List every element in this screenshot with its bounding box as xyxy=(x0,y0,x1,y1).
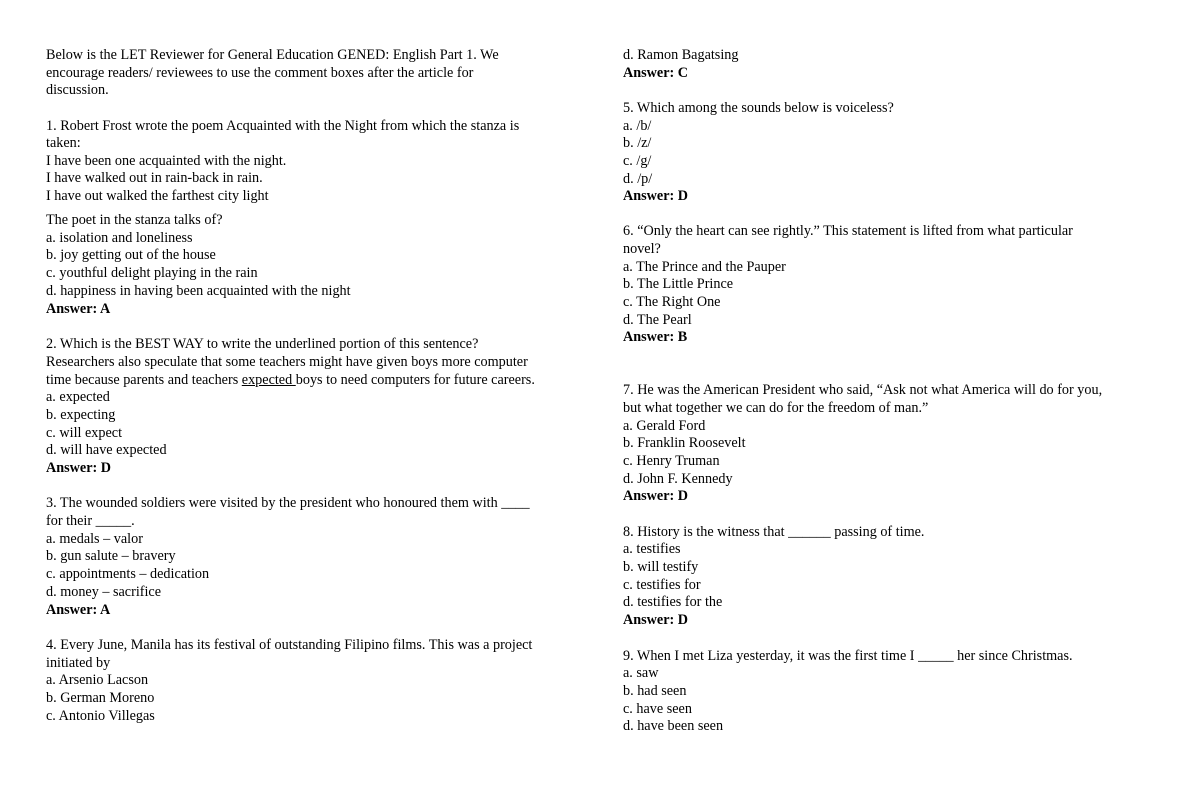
q2-line-3 xyxy=(46,372,535,390)
q5-option-b: b. /z/ xyxy=(623,135,652,151)
q2-option-b: b. expecting xyxy=(46,407,116,423)
q9-question: 9. When I met Liza yesterday, it was the first time I _____ her since Christmas. xyxy=(623,648,1073,664)
q2-line-3-post: boys to need computers for future careers. xyxy=(295,372,535,388)
q6-line-2: novel? xyxy=(623,241,661,257)
q9-option-a: a. saw xyxy=(623,665,659,681)
q2-line-2: Researchers also speculate that some teachers might have given boys more computer xyxy=(46,354,528,370)
q6-option-c: c. The Right One xyxy=(623,294,721,310)
q8-option-a: a. testifies xyxy=(623,541,681,557)
q8-option-b: b. will testify xyxy=(623,559,699,575)
q2-answer: Answer: D xyxy=(46,460,112,476)
q1-stanza-line-1: I have been one acquainted with the night. xyxy=(46,153,287,169)
q9-option-c: c. have seen xyxy=(623,701,692,717)
q3-line-1: 3. The wounded soldiers were visited by the president who honoured them with ____ xyxy=(46,495,530,511)
q4-option-b: b. German Moreno xyxy=(46,690,155,706)
q1-answer: Answer: A xyxy=(46,301,111,317)
q2-line-1: 2. Which is the BEST WAY to write the underlined portion of this sentence? xyxy=(46,336,479,352)
q7-answer: Answer: D xyxy=(623,488,689,504)
q2-underlined-word: expected xyxy=(241,372,296,388)
q4-option-d: d. Ramon Bagatsing xyxy=(623,47,739,63)
q8-option-d: d. testifies for the xyxy=(623,594,723,610)
q4-line-2: initiated by xyxy=(46,655,111,671)
q3-option-a: a. medals – valor xyxy=(46,531,143,547)
q3-option-d: d. money – sacrifice xyxy=(46,584,162,600)
q7-option-d: d. John F. Kennedy xyxy=(623,471,733,487)
q1-option-d: d. happiness in having been acquainted with the night xyxy=(46,283,351,299)
q6-option-d: d. The Pearl xyxy=(623,312,692,328)
q7-option-a: a. Gerald Ford xyxy=(623,418,706,434)
q1-option-c: c. youthful delight playing in the rain xyxy=(46,265,258,281)
q3-answer: Answer: A xyxy=(46,602,111,618)
q1-stem: The poet in the stanza talks of? xyxy=(46,212,223,228)
q1-stanza-line-2: I have walked out in rain-back in rain. xyxy=(46,170,263,186)
q6-option-b: b. The Little Prince xyxy=(623,276,734,292)
q9-option-d: d. have been seen xyxy=(623,718,724,734)
q7-option-c: c. Henry Truman xyxy=(623,453,720,469)
intro-line-1: Below is the LET Reviewer for General Education GENED: English Part 1. We xyxy=(46,47,499,63)
q7-line-1: 7. He was the American President who said, “Ask not what America will do for you, xyxy=(623,382,1103,398)
q5-option-c: c. /g/ xyxy=(623,153,652,169)
q8-question: 8. History is the witness that ______ passing of time. xyxy=(623,524,925,540)
q5-option-d: d. /p/ xyxy=(623,171,653,187)
intro-line-3: discussion. xyxy=(46,82,109,98)
q8-option-c: c. testifies for xyxy=(623,577,701,593)
intro-line-2: encourage readers/ reviewees to use the comment boxes after the article for xyxy=(46,65,474,81)
q7-line-2: but what together we can do for the freedom of man.” xyxy=(623,400,929,416)
q6-line-1: 6. “Only the heart can see rightly.” This statement is lifted from what particular xyxy=(623,223,1073,239)
q2-option-a: a. expected xyxy=(46,389,110,405)
q2-option-d: d. will have expected xyxy=(46,442,167,458)
q8-answer: Answer: D xyxy=(623,612,689,628)
q5-option-a: a. /b/ xyxy=(623,118,652,134)
q1-stanza-line-3: I have out walked the farthest city light xyxy=(46,188,269,204)
q1-option-b: b. joy getting out of the house xyxy=(46,247,216,263)
q2-option-c: c. will expect xyxy=(46,425,123,441)
q5-question: 5. Which among the sounds below is voiceless? xyxy=(623,100,894,116)
q3-line-2: for their _____. xyxy=(46,513,135,529)
q1-option-a: a. isolation and loneliness xyxy=(46,230,193,246)
q4-line-1: 4. Every June, Manila has its festival of outstanding Filipino films. This was a project xyxy=(46,637,533,653)
q6-answer: Answer: B xyxy=(623,329,688,345)
q9-option-b: b. had seen xyxy=(623,683,687,699)
q7-option-b: b. Franklin Roosevelt xyxy=(623,435,746,451)
q1-line-2: taken: xyxy=(46,135,81,151)
q4-option-a: a. Arsenio Lacson xyxy=(46,672,149,688)
q2-line-3-pre: time because parents and teachers xyxy=(46,372,242,388)
q6-option-a: a. The Prince and the Pauper xyxy=(623,259,786,275)
q3-option-b: b. gun salute – bravery xyxy=(46,548,176,564)
q3-option-c: c. appointments – dedication xyxy=(46,566,210,582)
q1-line-1: 1. Robert Frost wrote the poem Acquainted with the Night from which the stanza is xyxy=(46,118,520,134)
q4-answer: Answer: C xyxy=(623,65,689,81)
q5-answer: Answer: D xyxy=(623,188,689,204)
q4-option-c: c. Antonio Villegas xyxy=(46,708,155,724)
